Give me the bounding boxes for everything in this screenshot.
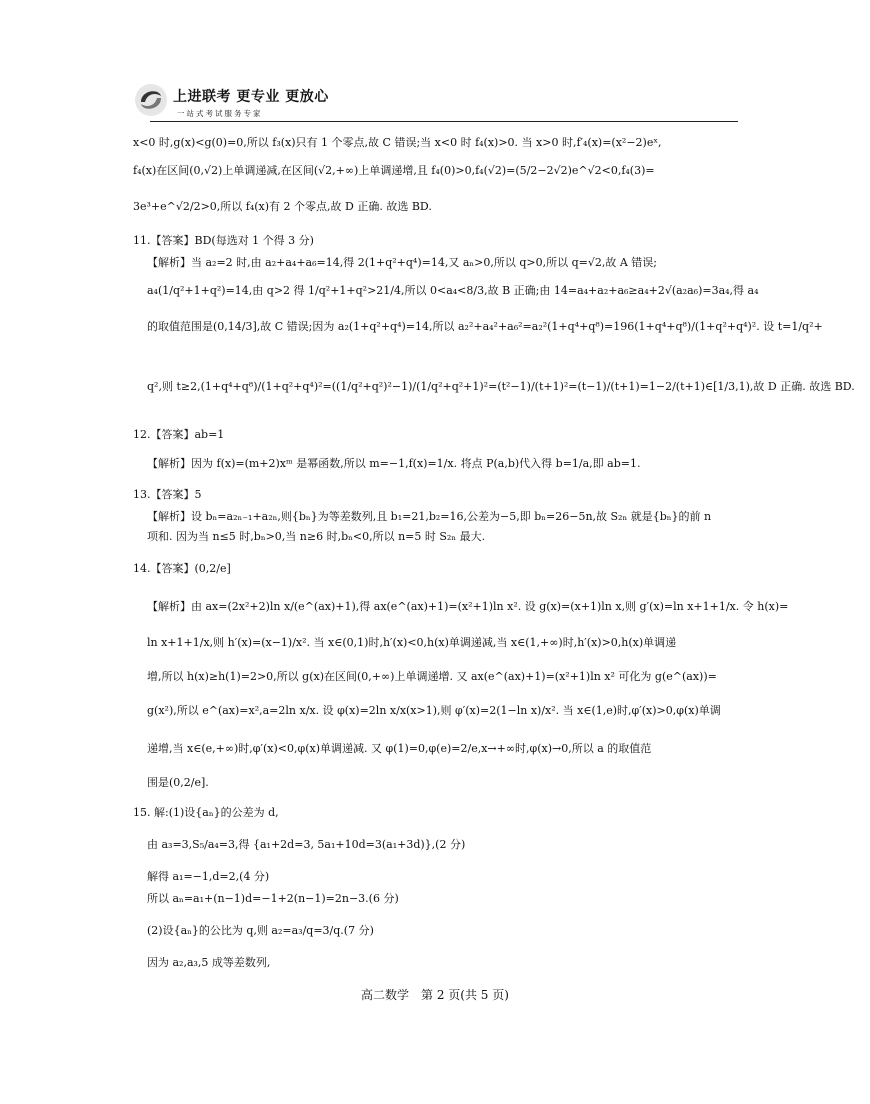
text-line: 增,所以 h(x)≥h(1)=2>0,所以 g(x)在区间(0,+∞)上单调递增. 又 ax(e^(ax)+1)=(x²+1)ln x² 可化为 g(e^(ax))= <box>147 670 717 683</box>
brand-subtitle: 一站式考试服务专家 <box>177 109 263 118</box>
text-line: 由 a₃=3,S₅/a₄=3,得 {a₁+2d=3, 5a₁+10d=3(a₁+3d)},(2 分) <box>147 838 466 851</box>
page-footer: 高二数学 第 2 页(共 5 页) <box>361 988 509 1002</box>
page-header <box>133 78 453 124</box>
text-line: 15. 解:(1)设{aₙ}的公差为 d, <box>133 806 279 819</box>
text-line: 14.【答案】(0,2/e] <box>133 562 231 575</box>
text-line: 【解析】当 a₂=2 时,由 a₂+a₄+a₆=14,得 2(1+q²+q⁴)=14,又 aₙ>0,所以 q>0,所以 q=√2,故 A 错误; <box>147 256 658 269</box>
brand-slogan: 上进联考 更专业 更放心 <box>173 89 329 105</box>
text-line: x<0 时,g(x)<g(0)=0,所以 f₃(x)只有 1 个零点,故 C 错误;当 x<0 时 f₄(x)>0. 当 x>0 时,f′₄(x)=(x²−2)eˣ, <box>133 136 662 149</box>
text-line: 【解析】设 bₙ=a₂ₙ₋₁+a₂ₙ,则{bₙ}为等差数列,且 b₁=21,b₂=16,公差为−5,即 bₙ=26−5n,故 S₂ₙ 就是{bₙ}的前 n <box>147 510 712 523</box>
text-line: 围是(0,2/e]. <box>147 776 209 789</box>
text-line: 13.【答案】5 <box>133 488 202 501</box>
text-line: g(x²),所以 e^(ax)=x²,a=2ln x/x. 设 φ(x)=2ln x/x(x>1),则 φ′(x)=2(1−ln x)/x². 当 x∈(1,e)时,φ′(x)>0,φ(x)单调 <box>147 704 721 717</box>
text-line: 因为 a₂,a₃,5 成等差数列, <box>147 956 271 969</box>
text-line: 3e³+e^√2/2>0,所以 f₄(x)有 2 个零点,故 D 正确. 故选 BD. <box>133 200 432 213</box>
text-line: q²,则 t≥2,(1+q⁴+q⁸)/(1+q²+q⁴)²=((1/q²+q²)²−1)/(1/q²+q²+1)²=(t²−1)/(t+1)²=(t−1)/(t+1)=1−2/(t+1)∈[1/3,1),故 D 正确. 故选 BD. <box>147 380 855 393</box>
header-divider <box>150 121 738 122</box>
text-line: (2)设{aₙ}的公比为 q,则 a₂=a₃/q=3/q.(7 分) <box>147 924 374 937</box>
text-line: 项和. 因为当 n≤5 时,bₙ>0,当 n≥6 时,bₙ<0,所以 n=5 时 S₂ₙ 最大. <box>147 530 486 543</box>
text-line: ln x+1+1/x,则 h′(x)=(x−1)/x². 当 x∈(0,1)时,h′(x)<0,h(x)单调递减,当 x∈(1,+∞)时,h′(x)>0,h(x)单调递 <box>147 636 677 649</box>
text-line: 递增,当 x∈(e,+∞)时,φ′(x)<0,φ(x)单调递减. 又 φ(1)=0,φ(e)=2/e,x→+∞时,φ(x)→0,所以 a 的取值范 <box>147 742 652 755</box>
text-line: 所以 aₙ=a₁+(n−1)d=−1+2(n−1)=2n−3.(6 分) <box>147 892 399 905</box>
text-line: a₄(1/q²+1+q²)=14,由 q>2 得 1/q²+1+q²>21/4,所以 0<a₄<8/3,故 B 正确;由 14=a₄+a₂+a₆≥a₄+2√(a₂a₆)=3a₄,得 a₄ <box>147 284 759 297</box>
brand-logo-icon <box>133 82 169 118</box>
text-line: 【解析】因为 f(x)=(m+2)xᵐ 是幂函数,所以 m=−1,f(x)=1/x. 将点 P(a,b)代入得 b=1/a,即 ab=1. <box>147 457 641 470</box>
text-line: 【解析】由 ax=(2x²+2)ln x/(e^(ax)+1),得 ax(e^(ax)+1)=(x²+1)ln x². 设 g(x)=(x+1)ln x,则 g′(x)=ln x+1+1/x. 令 h(x)= <box>147 600 789 613</box>
text-line: 的取值范围是(0,14/3],故 C 错误;因为 a₂(1+q²+q⁴)=14,所以 a₂²+a₄²+a₆²=a₂²(1+q⁴+q⁸)=196(1+q⁴+q⁸)/(1+q²+q⁴)². 设 t=1/q²+ <box>147 320 823 333</box>
text-line: f₄(x)在区间(0,√2)上单调递减,在区间(√2,+∞)上单调递增,且 f₄(0)>0,f₄(√2)=(5/2−2√2)e^√2<0,f₄(3)= <box>133 164 655 177</box>
text-line: 12.【答案】ab=1 <box>133 428 225 441</box>
text-line: 解得 a₁=−1,d=2,(4 分) <box>147 870 270 883</box>
text-line: 11.【答案】BD(每选对 1 个得 3 分) <box>133 234 314 247</box>
